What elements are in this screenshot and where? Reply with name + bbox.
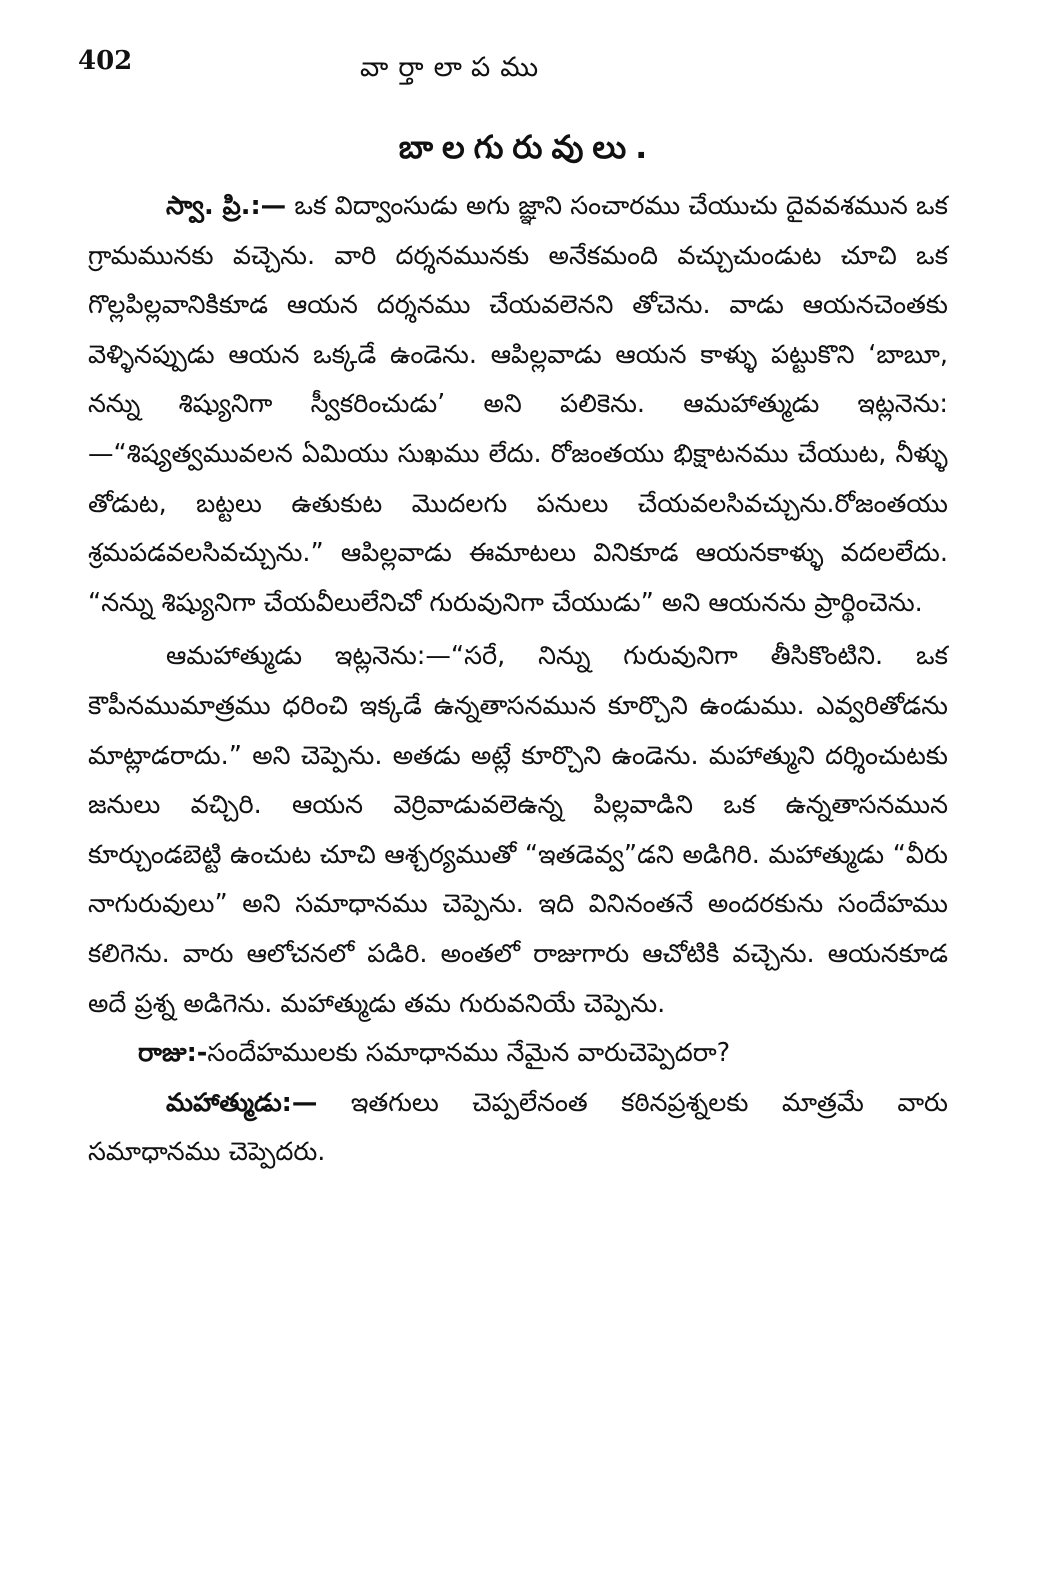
paragraph (88, 1029, 948, 1079)
paragraph (88, 1079, 948, 1178)
chapter-title: బాలగురువులు. (398, 128, 657, 166)
speaker-label: స్వా. ప్రి.:— (166, 191, 287, 221)
paragraph-text: సందేహములకు సమాధానము నేమైన వారుచెప్పెదరా? (207, 1038, 731, 1069)
paragraph (88, 182, 948, 628)
page-number: 402 (78, 46, 133, 76)
paragraph (88, 632, 948, 1029)
paragraph-text: ఇతగులు చెప్పలేనంత కఠినప్రశ్నలకు మాత్రమే వారు సమాధానము చెప్పెదరు. (88, 1087, 948, 1168)
running-head: వార్తాలాపము (360, 52, 549, 83)
speaker-label: రాజు:- (138, 1038, 208, 1069)
paragraph-text: ఆమహాత్ముడు ఇట్లనెను:—“సరే, నిన్ను గురువునిగా తీసికొంటిని. ఒక కౌపీనముమాత్రము ధరించి ఇక్కడే ఉన్నతాసనమున కూర్చొని ఉండుము. ఎవ్వరితోడను మాట్లాడరాదు.” అని చెప్పెను. అతడు అట్లే కూర్చొని ఉండెను. మహాత్ముని దర్శించుటకు జనులు వచ్చిరి. ఆయన వెర్రివాడువలెఉన్న పిల్లవాడిని ఒక ఉన్నతాసనమున కూర్చుండబెట్టి ఉంచుట చూచి ఆశ్చర్యముతో “ఇతడెవ్వ”డని అడిగిరి. మహాత్ముడు “వీరు నాగురువులు” అని సమాధానము చెప్పెను. ఇది వినినంతనే అందరకును సందేహము కలిగెను. వారు ఆలోచనలో పడిరి. అంతలో రాజుగారు ఆచోటికి వచ్చెను. ఆయనకూడ అదే ప్రశ్న అడిగెను. మహాత్ముడు తమ గురువనియే చెప్పెను. (88, 641, 948, 1019)
speaker-label: మహాత్ముడు:— (166, 1087, 318, 1118)
body-text (88, 182, 948, 1178)
paragraph-text: ఒక విద్వాంసుడు అగు జ్ఞాని సంచారము చేయుచు దైవవశమున ఒక గ్రామమునకు వచ్చెను. వారి దర్శనమునకు అనేకమంది వచ్చుచుండుట చూచి ఒక గొల్లపిల్లవానికికూడ ఆయన దర్శనము చేయవలెనని తోచెను. వాడు ఆయనచెంతకు వెళ్ళినప్పుడు ఆయన ఒక్కడే ఉండెను. ఆపిల్లవాడు ఆయన కాళ్ళు పట్టుకొని ‘బాబూ, నన్ను శిష్యునిగా స్వీకరించుడు’ అని పలికెను. ఆమహాత్ముడు ఇట్లనెను:—“శిష్యత్వమువలన ఏమియు సుఖము లేదు. రోజంతయు భిక్షాటనము చేయుట, నీళ్ళు తోడుట, బట్టలు ఉతుకుట మొదలగు పనులు చేయవలసివచ్చును.రోజంతయు శ్రమపడవలసివచ్చును.” ఆపిల్లవాడు ఈమాటలు వినికూడ ఆయనకాళ్ళు వదలలేదు. “నన్ను శిష్యునిగా చేయవీలులేనిచో గురువునిగా చేయుడు” అని ఆయనను ప్రార్థించెను. (88, 191, 948, 618)
